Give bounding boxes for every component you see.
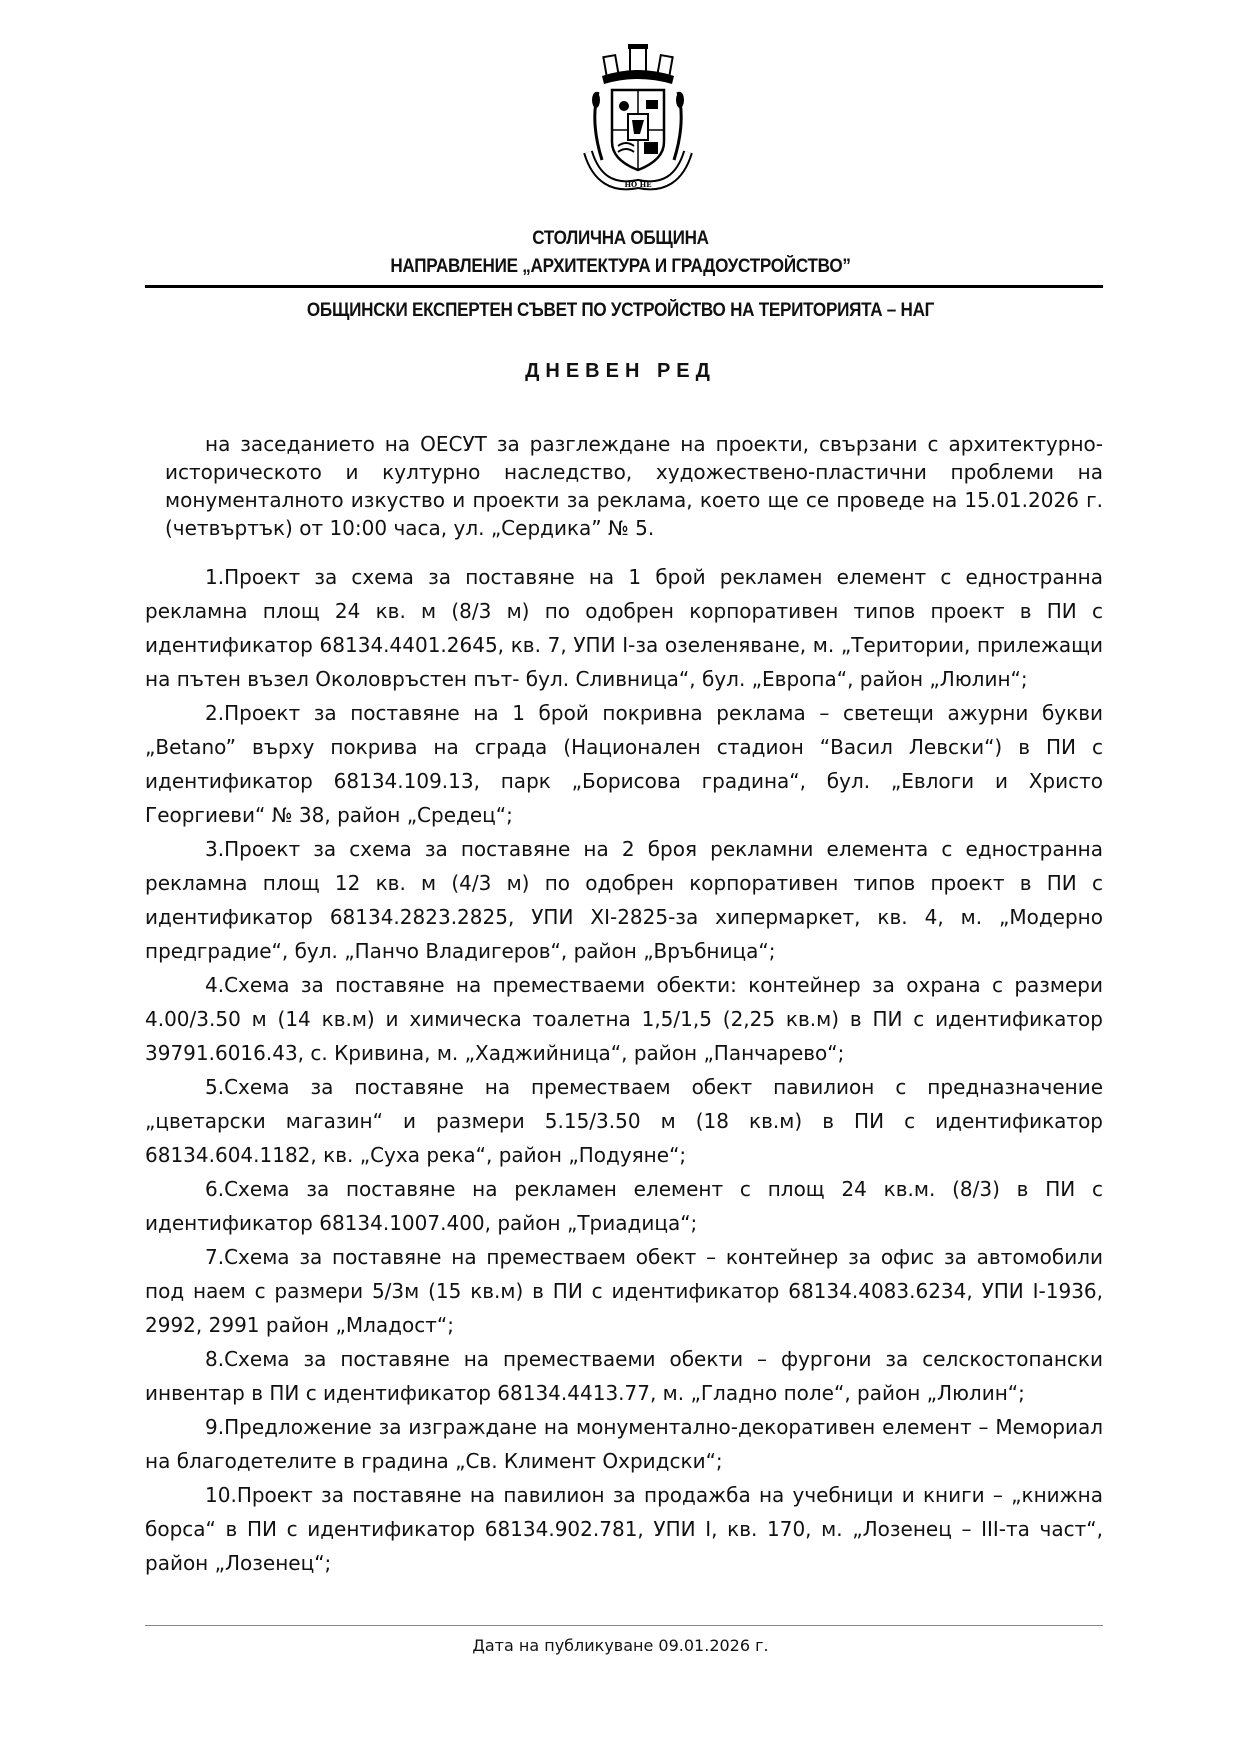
document-title: ДНЕВЕН РЕД [525, 360, 716, 382]
item-number: 2. [205, 701, 225, 725]
item-text: Проект за поставяне на павилион за продажба на учебници и книги – „книжна борса“ в ПИ с идентификатор 68134.902.781, УПИ I, кв. 170, м. „Лозенец – III-та част“, район „Лозенец“; [145, 1483, 1103, 1575]
item-number: 8. [205, 1347, 225, 1371]
department-name: НАПРАВЛЕНИЕ „АРХИТЕКТУРА И ГРАДОУСТРОЙСТВО” [390, 256, 851, 277]
agenda-item [145, 1478, 1103, 1580]
agenda-item [145, 1172, 1103, 1240]
item-text: Проект за поставяне на 1 брой покривна реклама – светещи ажурни букви „Betano” върху покрива на сграда (Национален стадион “Васил Левски“) в ПИ с идентификатор 68134.109.13, парк „Борисова градина“, бул. „Евлоги и Христо Георгиеви“ № 38, район „Средец“; [145, 701, 1103, 827]
item-text: Схема за поставяне на преместваем обект – контейнер за офис за автомобили под наем с размери 5/3м (15 кв.м) в ПИ с идентификатор 68134.4083.6234, УПИ I-1936, 2992, 2991 район „Младост“; [145, 1245, 1103, 1337]
item-number: 1. [205, 565, 225, 589]
item-text: Схема за поставяне на преместваеми обекти: контейнер за охрана с размери 4.00/3.50 м (14 кв.м) и химическа тоалетна 1,5/1,5 (2,25 кв.м) в ПИ с идентификатор 39791.6016.43, с. Кривина, м. „Хаджийница“, район „Панчарево“; [145, 973, 1103, 1065]
agenda-item [145, 1070, 1103, 1172]
agenda-item [145, 832, 1103, 968]
item-number: 4. [205, 973, 225, 997]
sofia-coat-of-arms-icon [580, 42, 696, 192]
agenda-list [145, 560, 1103, 1580]
intro-paragraph: на заседанието на ОЕСУТ за разглеждане на проекти, свързани с архитектурно-историческото и културно наследство, художествено-пластични проблеми на монументалното изкуство и проекти за реклама, което ще се проведе на 15.01.2026 г. (четвъртък) от 10:00 часа, ул. „Сердика” № 5. [165, 432, 1103, 540]
agenda-item [145, 1240, 1103, 1342]
item-number: 6. [205, 1177, 225, 1201]
item-text: Схема за поставяне на преместваеми обекти – фургони за селскостопански инвентар в ПИ с идентификатор 68134.4413.77, м. „Гладно поле“, район „Люлин“; [145, 1347, 1103, 1405]
item-number: 9. [205, 1415, 225, 1439]
item-number: 7. [205, 1245, 225, 1269]
header-divider [145, 285, 1103, 288]
agenda-item [145, 968, 1103, 1070]
agenda-item [145, 696, 1103, 832]
item-text: Схема за поставяне на рекламен елемент с площ 24 кв.м. (8/3) в ПИ с идентификатор 68134.1007.400, район „Триадица“; [145, 1177, 1103, 1235]
item-text: Проект за схема за поставяне на 1 брой рекламен елемент с едностранна рекламна площ 24 кв. м (8/3 м) по одобрен корпоративен типов проект в ПИ с идентификатор 68134.4401.2645, кв. 7, УПИ I-за озеленяване, м. „Територии, прилежащи на пътен възел Околовръстен път- бул. Сливница“, бул. „Европа“, район „Люлин“; [145, 565, 1103, 691]
item-number: 10. [205, 1483, 237, 1507]
footer-divider [145, 1625, 1103, 1626]
organization-name: СТОЛИЧНА ОБЩИНА [532, 228, 709, 249]
svg-text:НО НЕ: НО НЕ [624, 180, 652, 189]
item-text: Проект за схема за поставяне на 2 броя рекламни елемента с едностранна рекламна площ 12 кв. м (4/3 м) по одобрен корпоративен типов проект в ПИ с идентификатор 68134.2823.2825, УПИ XI-2825-за хипермаркет, кв. 4, м. „Модерно предградие“, бул. „Панчо Владигеров“, район „Връбница“; [145, 837, 1103, 963]
item-number: 5. [205, 1075, 225, 1099]
item-number: 3. [205, 837, 225, 861]
item-text: Предложение за изграждане на монументално-декоративен елемент – Мемориал на благодетелите в градина „Св. Климент Охридски“; [145, 1415, 1103, 1473]
item-text: Схема за поставяне на преместваем обект павилион с предназначение „цветарски магазин“ и размери 5.15/3.50 м (18 кв.м) в ПИ с идентификатор 68134.604.1182, кв. „Суха река“, район „Подуяне“; [145, 1075, 1103, 1167]
agenda-item [145, 1342, 1103, 1410]
council-name: ОБЩИНСКИ ЕКСПЕРТЕН СЪВЕТ ПО УСТРОЙСТВО НА ТЕРИТОРИЯТА – НАГ [306, 300, 935, 321]
agenda-item [145, 560, 1103, 696]
agenda-item [145, 1410, 1103, 1478]
publication-date: Дата на публикуване 09.01.2026 г. [472, 1636, 769, 1655]
